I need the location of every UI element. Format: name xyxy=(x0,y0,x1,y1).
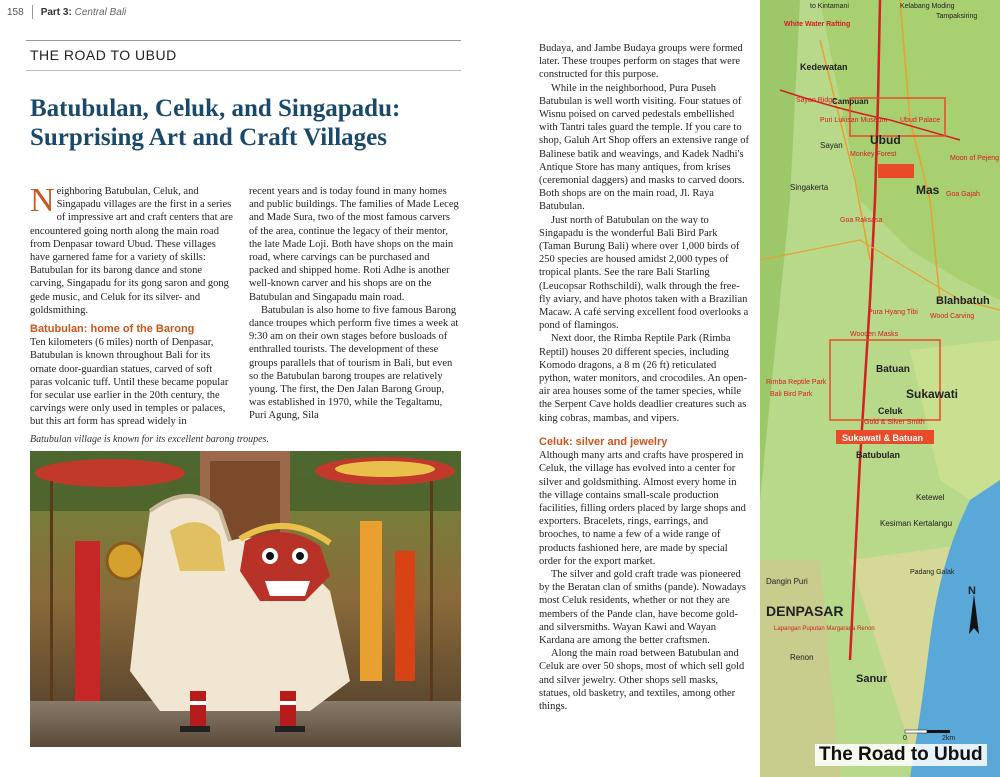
paragraph: Budaya, and Jambe Budaya groups were formed later. These troupes perform on stages that were constructed for this purpose. xyxy=(539,43,743,81)
map-label: Renon xyxy=(790,653,814,662)
map-label: Sanur xyxy=(856,673,888,685)
map-label: Mas xyxy=(916,183,940,197)
text-column-1 xyxy=(30,182,234,429)
map-label: Monkey Forest xyxy=(850,151,897,158)
paragraph: Batubulan is also home to five famous Barong dance troupes which perform five times a week at 9:30 am on their own stages before busloads of enthralled tourists. The development of these groups parallels that of tourism in Bali, but even so the Batubulan barong troupes are relatively young. The first, the Den Jalan Barong Group, was established in 1970, while the Tegaltamu, Puri Agung, Sila xyxy=(249,304,459,422)
map-label: Kelabang Moding xyxy=(900,3,955,10)
map-label: Sayan Ridge xyxy=(796,97,837,104)
map-label: Ubud xyxy=(870,133,901,147)
map-label: Moon of Pejeng xyxy=(950,155,1000,162)
text-column-3 xyxy=(539,42,750,713)
map-label: Sukawati xyxy=(906,387,959,401)
paragraph: Just north of Batubulan on the way to Singapadu is the wonderful Bali Bird Park (Taman Burung Bali) where over 1,000 birds of 250 species are housed amidst 2,000 types of tropical plants. See the rare Bali Starling (Leucopsar Rothschildi), walk through the free-fly aviary, and have photos taken with a Brazilian Macaw. A café serving excellent food overlooks a pond of flamingos. xyxy=(539,214,749,332)
map-label: Wooden Masks xyxy=(850,331,899,338)
section-heading: THE ROAD TO UBUD xyxy=(30,47,177,63)
intro-paragraph: eighboring Batubulan, Celuk, and Singapadu villages are the first in a series of impressive art and craft centers that are encountered going north along the main road from Denpasar toward Ubud. These villages have garnered fame for a variety of skills: Batubulan for its barong dance and stone carving, Singapadu for its gong saron and gong gede music, and Celuk for its silver- and goldsmithing. xyxy=(30,186,233,316)
map-label: 0 xyxy=(903,735,907,742)
map-label: Ubud Palace xyxy=(900,117,941,124)
map-label: Wood Carving xyxy=(930,313,975,320)
map-illustration xyxy=(760,0,1000,777)
map-label: Singakerta xyxy=(790,183,829,192)
map-label: Sukawati & Batuan xyxy=(842,433,924,443)
map-label: Kedewatan xyxy=(800,62,848,72)
map-label: Goa Gajah xyxy=(946,191,980,198)
map-label: Puri Lukisan Museum xyxy=(820,117,888,124)
photo-caption: Batubulan village is known for its excellent barong troupes. xyxy=(30,434,269,445)
paragraph: Along the main road between Batubulan and Celuk are over 50 shops, most of which sell gold and silver jewelry. Other shops sell masks, statues, old basketry, and textiles, among other things. xyxy=(539,648,745,712)
drop-cap: N xyxy=(30,182,55,219)
map-label: Tampaksiring xyxy=(936,13,978,20)
map-label: Batubulan xyxy=(856,450,900,460)
road-to-ubud-map xyxy=(760,0,1000,777)
paragraph: The silver and gold craft trade was pioneered by the Beratan clan of smiths (pande). Nowadays most Celuk residents, whether or not they are members of the Pande clan, have become gold- and silversmiths. Wayan Kawi and Wayan Kardana are among the better craftsmen. xyxy=(539,568,747,646)
paragraph: While in the neighborhood, Pura Puseh Batubulan is well worth visiting. Four statues of Wisnu poised on carved pedestals embellished with Tantri tales guard the temple. If you care to shop, Galuh Art Shop offers an extensive range of Balinese batik and weavings, and Kadek Nadhi's Antique Store has many antiques, from krises (ceremonial daggers) and masks to carved doors. Both shops are on the main road, Jl. Raya Batubulan. xyxy=(539,82,750,213)
paragraph: Next door, the Rimba Reptile Park (Rimba Reptil) houses 20 different species, including Komodo dragons, a 8 m (26 ft) reticulated python, water monitors, and crocodiles. An open-air area houses some of the tamer species, while the Serpent Cave holds deadlier creatures such as king cobras, mambas, and vipers. xyxy=(539,333,747,424)
map-label: DENPASAR xyxy=(766,603,844,619)
map-label: Bali Bird Park xyxy=(770,391,813,398)
top-rule xyxy=(26,40,461,41)
paragraph: Ten kilometers (6 miles) north of Denpasar, Batubulan is known throughout Bali for its ornate door-guardian statues, carved of soft paras volcanic tuff. Until these became popular for secular use earlier in the 20th century, the carvings were only used in temples or palaces, but this art form has spread widely in xyxy=(30,337,229,428)
map-label: Blahbatuh xyxy=(936,295,990,307)
section-rule xyxy=(26,70,461,71)
map-label: Pura Hyang Tibi xyxy=(868,309,918,316)
paragraph: recent years and is today found in many homes and public buildings. The families of Made Leceg and Made Sura, two of the most famous carvers of the area, continue the legacy of their mentor, the late Made Loji. Both have shops on the main road, where carvings can be purchased and packed and shipped home. Roti Adhe is another well-known carver and his shops are on the Batubulan and Singapadu main road. xyxy=(249,186,459,303)
part-label: Part 3: xyxy=(40,6,72,18)
map-label: Rimba Reptile Park xyxy=(766,379,827,386)
map-label: Kesiman Kertalangu xyxy=(880,519,953,528)
article-title: Batubulan, Celuk, and Singapadu: Surprising Art and Craft Villages xyxy=(30,95,401,151)
part-name: Central Bali xyxy=(74,6,127,18)
map-label: Ketewel xyxy=(916,493,945,502)
barong-photo xyxy=(30,451,461,747)
map-label: Sayan xyxy=(820,141,843,150)
map-label: Gold & Silver Smith xyxy=(864,419,925,426)
paragraph: Although many arts and crafts have prospered in Celuk, the village has evolved into a center for silver and goldsmithing. Almost every home in the village contains small-scale production facilities, filling orders placed by large shops and exporters. Bracelets, rings, earrings, and brooches, to name a few of a wide range of products fashioned here, are made by special order for the export market. xyxy=(539,450,746,567)
map-label: Campuan xyxy=(832,97,869,106)
map-label: Padang Galak xyxy=(910,569,955,576)
barong-illustration xyxy=(30,451,461,747)
subhead-celuk: Celuk: silver and jewelry xyxy=(539,435,668,448)
map-label: Lapangan Puputan Margarana Renon xyxy=(774,626,875,632)
subhead-batubulan: Batubulan: home of the Barong xyxy=(30,323,195,336)
header-divider xyxy=(32,5,33,19)
map-label: Celuk xyxy=(878,406,903,416)
map-label: 2km xyxy=(942,735,956,742)
running-header xyxy=(7,5,126,19)
page-number: 158 xyxy=(7,6,24,18)
map-label: Goa Raksasa xyxy=(840,217,883,224)
map-title: The Road to Ubud xyxy=(815,744,987,766)
map-label: to Kintamani xyxy=(810,3,849,10)
map-label: White Water Rafting xyxy=(784,21,851,28)
map-label: Dangin Puri xyxy=(766,577,808,586)
text-column-2 xyxy=(249,185,460,423)
map-label: Batuan xyxy=(876,364,910,375)
map-label: N xyxy=(968,585,976,597)
